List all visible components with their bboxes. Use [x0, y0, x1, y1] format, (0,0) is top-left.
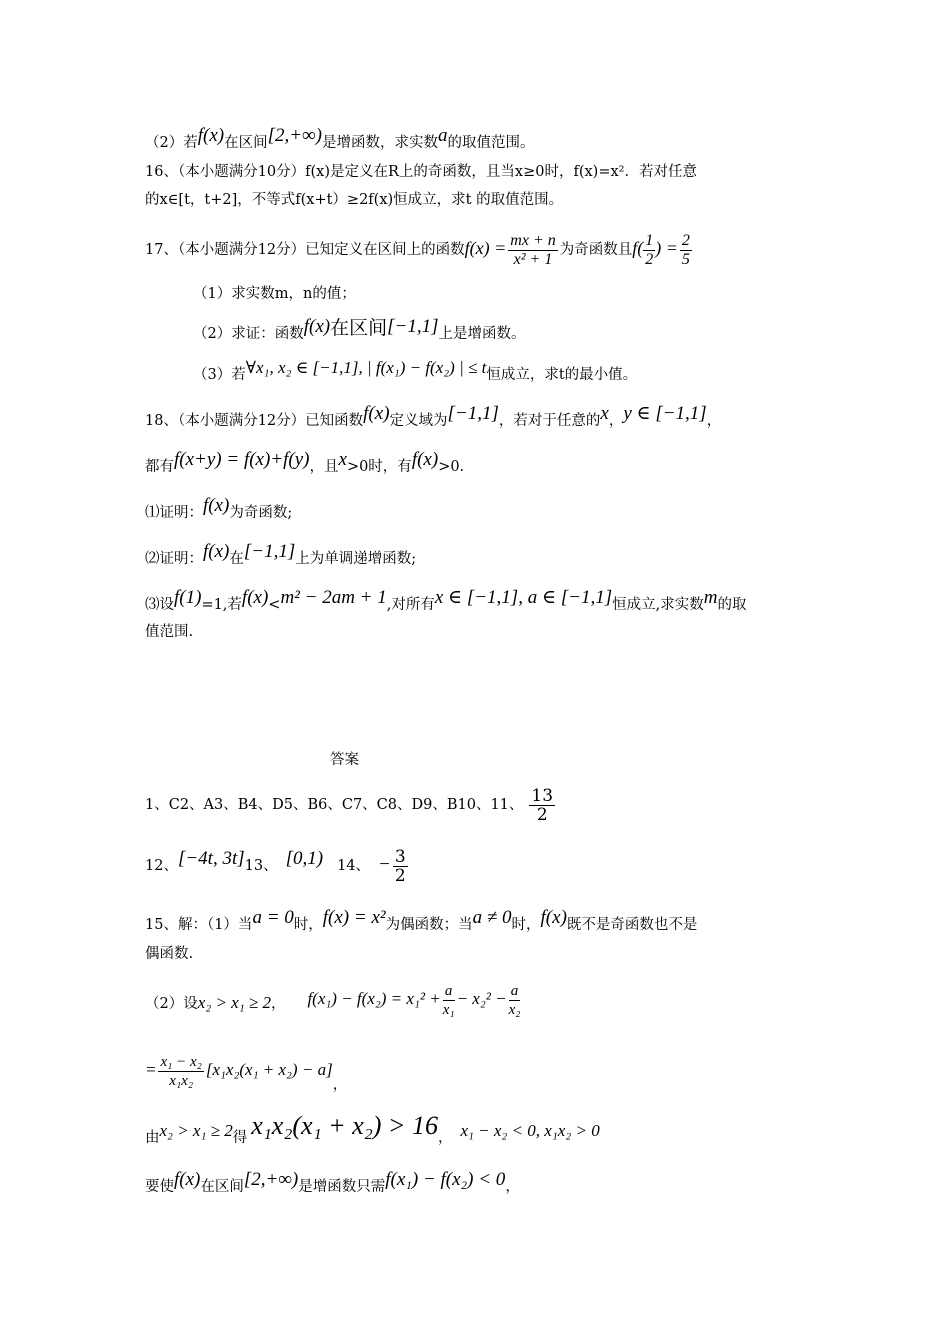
q18-proof1 — [145, 495, 293, 523]
formula: f(x) — [174, 1169, 201, 1190]
text: 上是增函数。 — [438, 326, 526, 342]
formula: a = 0 — [252, 907, 294, 928]
text: 在区间 — [224, 135, 268, 151]
text: ， — [706, 413, 722, 429]
text: （2）若 — [145, 135, 198, 151]
text: 在 — [229, 551, 244, 567]
text: 为偶函数；当 — [385, 917, 473, 933]
text: 的x∈[t，t+2]，不等式f(x+t）≥2f(x)恒成立，求t 的取值范围。 — [145, 192, 564, 208]
text: 值范围. — [145, 624, 194, 640]
text: ⑶设 — [145, 597, 174, 613]
answer-15-line1 — [145, 907, 698, 935]
fraction: $\frac{a}{\text{x₁}}$ — [442, 982, 455, 1018]
formula: = — [145, 1060, 157, 1079]
answer-15-part4 — [145, 1111, 600, 1154]
text: 时， — [511, 917, 541, 933]
formula: f(x) — [241, 587, 269, 608]
formula: f(x+y) = f(x)+f(y) — [174, 449, 310, 470]
answer-15-line1-cont — [145, 944, 193, 964]
q17-line — [145, 226, 694, 272]
text: 在区间 — [330, 317, 388, 339]
formula: x ∈ [−1,1], a ∈ [−1,1] — [434, 587, 613, 608]
text: （1）求实数m，n的值； — [193, 286, 356, 302]
fraction: $\frac{a}{\text{x₂}}$ — [508, 982, 521, 1018]
text: >0时，有 — [346, 459, 412, 475]
text: ，且 — [309, 459, 339, 475]
fraction: $\frac{\text{x₁ − x₂}}{\text{x₁x₂}}$ — [160, 1053, 202, 1089]
text: 13、 — [244, 858, 278, 874]
formula: f(x) — [197, 125, 225, 146]
text: 为奇函数; — [229, 505, 293, 521]
formula: [−1,1] — [387, 316, 439, 337]
answer-15-part2 — [145, 980, 522, 1027]
text: 的取 — [717, 597, 747, 613]
formula: m — [703, 587, 718, 608]
q18-proof2 — [145, 541, 417, 569]
fraction: $\frac{13}{2}$ — [531, 785, 554, 825]
formula: f(x₁) − f(x₂) < 0 — [385, 1169, 506, 1190]
text: ， — [505, 1179, 520, 1195]
text: =1,若 — [201, 597, 242, 613]
text: 答案 — [330, 752, 359, 768]
text: ， — [608, 413, 624, 429]
text: < — [268, 597, 281, 613]
formula: a ≠ 0 — [472, 907, 512, 928]
formula: x₁x₂(x₁ + x₂) > 16 — [251, 1111, 438, 1140]
formula: y ∈ [−1,1] — [623, 403, 707, 424]
formula: f(x) — [540, 907, 567, 928]
q16-line2 — [145, 190, 563, 210]
text: 17、（本小题满分12分）已知定义在区间上的函数 — [145, 242, 465, 258]
q17-part2 — [193, 316, 526, 344]
formula: x — [338, 449, 347, 470]
text: ， — [437, 1130, 453, 1146]
formula: [−4t, 3t] — [177, 848, 245, 869]
q17-part1 — [193, 284, 356, 304]
formula: m² − 2am + 1 — [280, 587, 387, 608]
formula: f(x) — [203, 541, 230, 562]
text: 在区间 — [200, 1179, 244, 1195]
formula: [0,1) — [285, 848, 324, 869]
text: 为奇函数且 — [559, 242, 633, 258]
text: 16、（本小题满分10分）f(x)是定义在R上的奇函数，且当x≥0时，f(x)=x²．若对任意 — [145, 164, 697, 180]
text: 1、C2、A3、B4、D5、B6、C7、C8、D9、B10、11、 — [145, 797, 524, 813]
text: 18、（本小题满分12分）已知函数 — [145, 413, 364, 429]
text: 的取值范围。 — [447, 135, 535, 151]
text: （3）若 — [193, 367, 246, 383]
formula: f(x) = x² — [322, 907, 386, 928]
text: ⑴证明： — [145, 505, 203, 521]
text: （2）求证：函数 — [193, 326, 304, 342]
text: 恒成立，求t的最小值。 — [486, 367, 638, 383]
text: 是增函数只需 — [298, 1179, 386, 1195]
fraction: $\frac{2}{5}$ — [681, 231, 690, 268]
formula: f(x) = — [464, 238, 507, 258]
answer-15-part5 — [145, 1169, 520, 1197]
formula: x₂ > x₁ ≥ 2 — [197, 993, 271, 1012]
q15-part2-line — [145, 125, 535, 153]
text: ⑵证明： — [145, 551, 203, 567]
text: >0. — [438, 459, 465, 475]
text: ，若对于任意的 — [498, 413, 601, 429]
formula: x₂ > x₁ ≥ 2 — [159, 1121, 233, 1140]
text: 得 — [232, 1130, 248, 1146]
text: ， — [332, 1077, 348, 1093]
answer-title — [330, 750, 359, 770]
formula: [2,+∞) — [267, 125, 322, 146]
formula: f(x) — [203, 495, 230, 516]
text: 上为单调递增函数; — [295, 551, 417, 567]
text: ， — [270, 996, 286, 1012]
text: 都有 — [145, 459, 174, 475]
formula: [−1,1] — [447, 403, 499, 424]
formula: f( — [632, 238, 644, 258]
formula: f(x) — [363, 403, 390, 424]
fraction: $\frac{3}{2}$ — [394, 846, 406, 886]
formula: x — [600, 403, 609, 424]
formula: − x₂² − — [456, 989, 507, 1008]
answer-15-part3 — [145, 1048, 347, 1093]
text: 偶函数. — [145, 946, 194, 962]
formula: [−1,1] — [243, 541, 296, 562]
formula: f(1) — [174, 587, 202, 608]
q18-part3 — [145, 587, 747, 615]
formula: ∀x₁, x₂ ∈ [−1,1], | f(x₁) − f(x₂) | ≤ t — [245, 358, 487, 377]
fraction: $\frac{mx + n}{\text{x² + 1}}$ — [510, 231, 556, 268]
q17-part3 — [193, 358, 638, 385]
answer-line-1-11 — [145, 780, 557, 830]
fraction: $\frac{1}{2}$ — [645, 231, 654, 268]
formula: [x₁x₂(x₁ + x₂) − a] — [205, 1060, 333, 1079]
formula: a — [437, 125, 448, 146]
text: 定义域为 — [389, 413, 448, 429]
formula: x₁ − x₂ < 0, x₁x₂ > 0 — [460, 1121, 600, 1140]
text: 时， — [293, 917, 323, 933]
text: （2）设 — [145, 996, 198, 1012]
text: 14、 — [337, 858, 371, 874]
text: 由 — [145, 1130, 160, 1146]
answer-line-12-14 — [145, 842, 410, 889]
text: 12、 — [145, 858, 178, 874]
formula: f(x) — [411, 449, 439, 470]
formula: [2,+∞) — [243, 1169, 299, 1190]
text: 15、解：（1）当 — [145, 917, 253, 933]
text: 是增函数，求实数 — [321, 135, 438, 151]
q18-line2 — [145, 449, 465, 477]
text: 恒成立,求实数 — [612, 597, 704, 613]
formula: ) = — [655, 238, 678, 258]
text: 既不是奇函数也不是 — [566, 917, 698, 933]
formula: − — [378, 854, 391, 875]
formula: f(x₁) − f(x₂) = x₁² + — [307, 989, 441, 1008]
text: 要使 — [145, 1179, 174, 1195]
formula: f(x) — [303, 316, 331, 337]
q18-part3-cont — [145, 622, 193, 642]
q18-line1 — [145, 403, 722, 431]
text: ,对所有 — [386, 597, 435, 613]
q16-line1 — [145, 162, 697, 182]
